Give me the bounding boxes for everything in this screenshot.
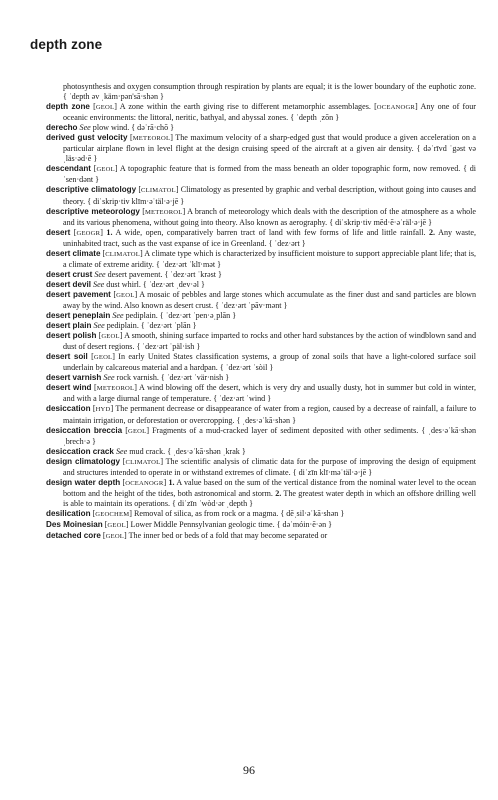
entry-definition: [HYD] The permanent decrease or disappearance of water from a region, caused by a decrease of rainfall, a failure to maintain irrigation, or deforestation or overcropping. { ˌdes·əˈkā·shən } [63, 404, 476, 425]
entry-headword: desiccation crack [46, 446, 114, 456]
entry-headword: depth zone [46, 102, 90, 112]
entry-definition: See mud crack. { ˌdes·əˈkā·shən ˌkrak } [115, 446, 246, 456]
dictionary-entry [46, 185, 476, 206]
dictionary-entry [46, 270, 476, 280]
entry-headword: desert devil [46, 279, 91, 289]
entry-headword: desert varnish [46, 373, 102, 383]
entry-definition: [GEOL] The inner bed or beds of a fold that may become separated or [102, 531, 328, 541]
entry-definition: [METEOROL] A wind blowing off the desert, which is very dry and usually dusty, hot in summer but cold in winter, and with a large diurnal range of temperature. { ˈdez·ərt ˈwind } [63, 383, 476, 404]
dictionary-entry [46, 321, 476, 331]
dictionary-entry [46, 373, 476, 383]
dictionary-entry [46, 311, 476, 321]
dictionary-entry [46, 352, 476, 373]
entry-headword: desert crust [46, 269, 93, 279]
page-number: 96 [243, 763, 255, 777]
entry-definition: [METEOROL] The maximum velocity of a sharp-edged gust that would produce a given acceleration on a particular airplane flown in level flight at the design cruising speed of the aircraft at a given air density. { dəˈrīvd ˈgəst vəˌläs·əd·ē } [63, 133, 476, 164]
entry-definition: See rock varnish. { ˈdez·ərt ˈvär·nish } [103, 373, 230, 383]
entry-headword: design water depth [46, 477, 121, 487]
dictionary-entry [46, 457, 476, 478]
entry-definition: [GEOL] A zone within the earth giving rise to different metamorphic assemblages. [OCEANOGR] Any one of four oceanic environments: the littoral, neritic, bathyal, and abyssal zones. { ˈdepth ˌzōn } [63, 102, 477, 123]
dictionary-entry [46, 249, 476, 270]
dictionary-entry [46, 509, 476, 520]
entry-definition: See pediplain. { ˈdez·ərt ˈplān } [93, 321, 197, 331]
entry-headword: desert climate [46, 248, 101, 258]
entry-headword: derecho [46, 123, 78, 133]
entry-definition: [GEOGR] 1. A wide, open, comparatively barren tract of land with few forms of life and little rainfall. 2. Any waste, uninhabited tract, such as the vast expanse of ice in Greenland. { ˈdez·ərt } [63, 227, 476, 248]
dictionary-entry [46, 404, 476, 425]
entry-headword: desert polish [46, 331, 97, 341]
entry-definition: [GEOL] A smooth, shining surface imparted to rocks and other hard substances by the action of windblown sand and dust of desert regions. { ˈdez·ərt ˈpäl·ish } [63, 331, 476, 352]
entry-definition: [CLIMATOL] The scientific analysis of climatic data for the purpose of improving the design of equipment and structures intended to operate in or withstand extremes of climate. { diˈzīn klī·məˈtäl·ə·jē } [63, 456, 476, 477]
entry-headword: desert wind [46, 383, 92, 393]
dictionary-entry [46, 280, 476, 290]
dictionary-entry [46, 331, 476, 352]
dictionary-entries [46, 82, 476, 542]
dictionary-entry [46, 383, 476, 404]
dictionary-entry [46, 478, 476, 509]
entry-headword: desert [46, 227, 71, 237]
entry-headword: desert soil [46, 352, 88, 362]
entry-definition: [GEOCHEM] Removal of silica, as from rock or a magma. { dēˌsil·əˈkā·shən } [92, 508, 345, 518]
entry-definition: [METEOROL] A branch of meteorology which deals with the description of the atmosphere as a whole and its various phenomena, without going into theory. Also known as aerography. { diˈskrip·tiv mēd·ē·əˈräl·ə·jē } [63, 206, 476, 227]
entry-headword: desiccation [46, 404, 91, 414]
entry-list [46, 102, 476, 542]
entry-definition: [GEOL] In early United States classification systems, a group of zonal soils that have a light-colored surface soil underlain by calcareous material and a hardpan. { ˈdez·ərt ˈsòil } [63, 352, 476, 373]
entry-headword: desert pavement [46, 289, 111, 299]
continuation-text: photosynthesis and oxygen consumption through respiration by plants are equal; it is the lower boundary of the euphotic zone. { ˈdepth əv ˌkäm·pən'sā·shən } [63, 82, 476, 102]
dictionary-entry [46, 102, 476, 123]
entry-definition: [GEOL] Lower Middle Pennsylvanian geologic time. { dəˈmóin·ē·ən } [104, 519, 333, 529]
entry-definition: [GEOL] Fragments of a mud-cracked layer of sediment deposited with other sediments. { ˌdes·əˈkā·shən ˌbrech·ə } [63, 425, 476, 446]
dictionary-entry [46, 133, 476, 164]
dictionary-entry [46, 164, 476, 185]
entry-headword: detached core [46, 531, 101, 541]
entry-definition: [CLIMATOL] Climatology as presented by graphic and verbal description, without going into causes and theory. { diˈskrip·tiv klīm·əˈtäl·ə·jē } [63, 185, 476, 206]
entry-definition: See desert pavement. { ˈdez·ərt ˈkrəst } [94, 269, 222, 279]
entry-definition: [CLIMATOL] A climate type which is characterized by insufficient moisture to support appreciable plant life; that is, a climate of extreme aridity. { ˈdez·ərt ˈklī·mət } [63, 248, 476, 269]
entry-headword: desert peneplain [46, 311, 111, 321]
dictionary-entry [46, 228, 476, 249]
dictionary-entry [46, 207, 476, 228]
running-head: depth zone [30, 37, 103, 52]
entry-headword: Des Moinesian [46, 519, 103, 529]
entry-definition: See dust whirl. { ˈdez·ərt ˌdev·əl } [93, 279, 205, 289]
dictionary-entry [46, 123, 476, 133]
entry-headword: descendant [46, 164, 91, 174]
entry-headword: descriptive meteorology [46, 206, 140, 216]
dictionary-entry [46, 426, 476, 447]
entry-headword: desert plain [46, 321, 92, 331]
entry-definition: [GEOL] A topographic feature that is formed from the mass beneath an older topographic form, now removed. { diˈsen·dənt } [63, 164, 476, 185]
dictionary-entry [46, 290, 476, 311]
entry-headword: desiccation breccia [46, 425, 123, 435]
entry-headword: desilication [46, 508, 91, 518]
dictionary-entry [46, 531, 476, 542]
entry-definition: See pediplain. { ˈdez·ərt ˈpen·əˌplān } [112, 311, 237, 321]
entry-definition: [OCEANOGR] 1. A value based on the sum of the vertical distance from the nominal water level to the ocean bottom and the height of the tides, both astronomical and storm. 2. The greatest water depth in which an offshore drilling well is able to maintain its operations. { diˈzīn ˈwòd·ər ˌdepth } [63, 477, 477, 508]
dictionary-entry [46, 447, 476, 457]
dictionary-entry [46, 520, 476, 531]
entry-definition: [GEOL] A mosaic of pebbles and large stones which accumulate as the finer dust and sand particles are blown away by the wind. Also known as desert crust. { ˈdez·ərt ˈpāv·mənt } [63, 289, 477, 310]
entry-headword: design climatology [46, 456, 121, 466]
entry-definition: See plow wind. { dəˈrā·chō } [79, 123, 175, 133]
entry-headword: descriptive climatology [46, 185, 137, 195]
entry-headword: derived gust velocity [46, 133, 128, 143]
